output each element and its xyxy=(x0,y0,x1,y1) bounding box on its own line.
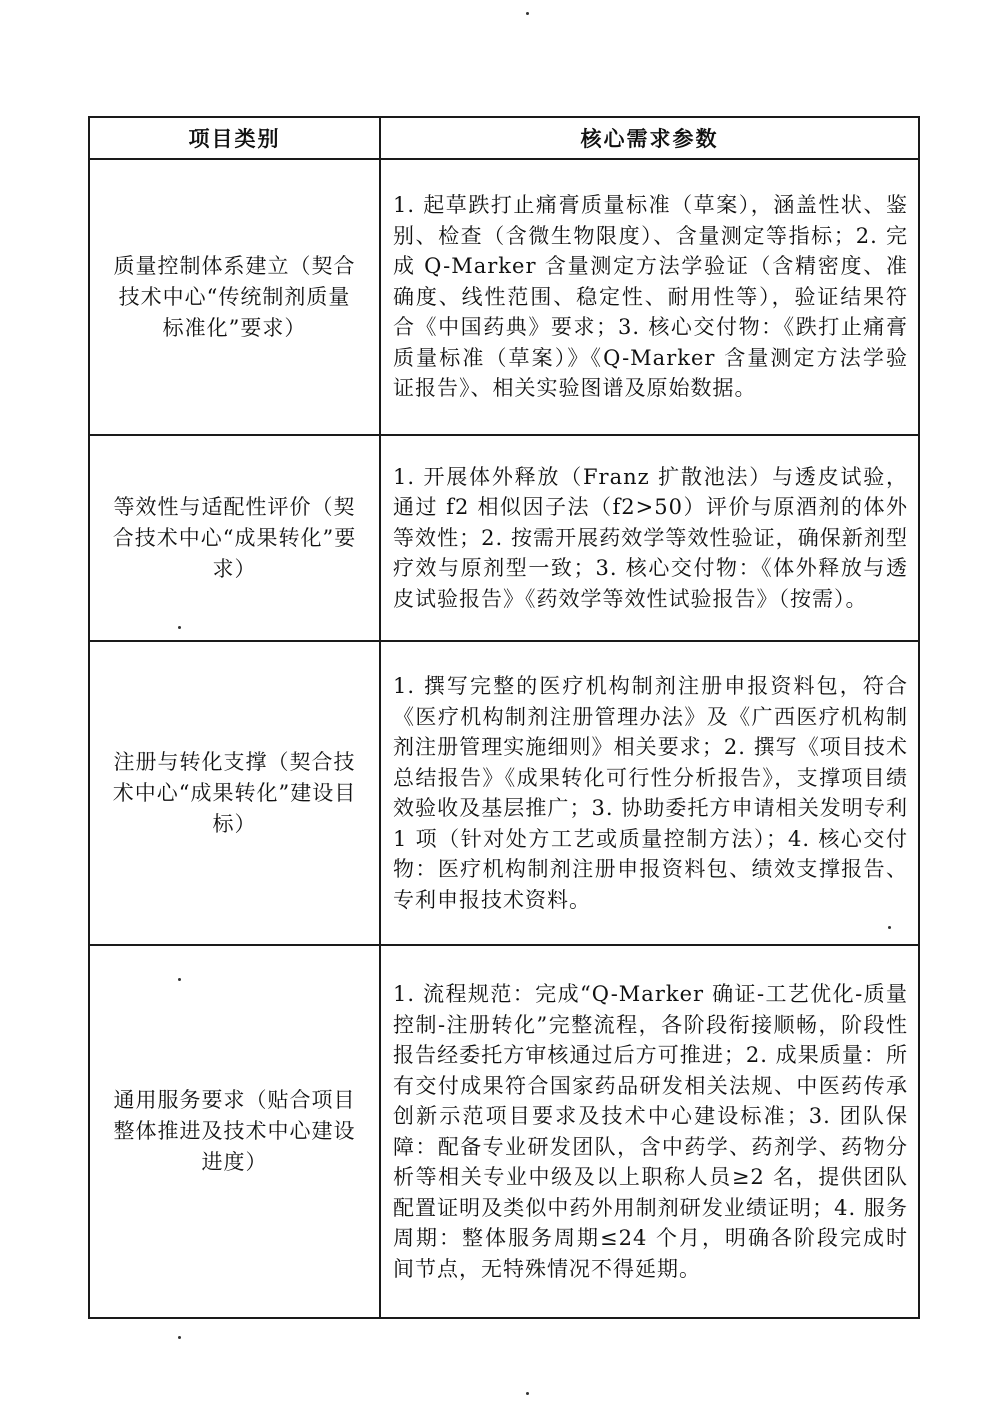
header-params: 核心需求参数 xyxy=(380,117,919,159)
table-row xyxy=(89,159,919,435)
scan-speck xyxy=(526,12,529,15)
row-category: 质量控制体系建立（契合技术中心“传统制剂质量标准化”要求） xyxy=(89,159,380,435)
row-params: 1. 撰写完整的医疗机构制剂注册申报资料包，符合《医疗机构制剂注册管理办法》及《广西医疗机构制剂注册管理实施细则》相关要求；2. 撰写《项目技术总结报告》《成果转化可行性分析报告》，支撑项目绩效验收及基层推广；3. 协助委托方申请相关发明专利 1 项（针对处方工艺或质量控制方法）；4. 核心交付物：医疗机构制剂注册申报资料包、绩效支撑报告、专利申报技术资料。 xyxy=(380,641,919,945)
row-category: 通用服务要求（贴合项目整体推进及技术中心建设进度） xyxy=(89,945,380,1318)
requirements-table xyxy=(88,116,920,1319)
table-row xyxy=(89,641,919,945)
scan-speck xyxy=(178,626,181,629)
row-category: 注册与转化支撑（契合技术中心“成果转化”建设目标） xyxy=(89,641,380,945)
row-category: 等效性与适配性评价（契合技术中心“成果转化”要求） xyxy=(89,435,380,641)
scan-speck xyxy=(526,1392,529,1395)
row-params: 1. 开展体外释放（Franz 扩散池法）与透皮试验，通过 f2 相似因子法（f2>50）评价与原酒剂的体外等效性；2. 按需开展药效学等效性验证，确保新剂型疗效与原剂型一致；3. 核心交付物：《体外释放与透皮试验报告》《药效学等效性试验报告》（按需）。 xyxy=(380,435,919,641)
row-params: 1. 流程规范：完成“Q-Marker 确证-工艺优化-质量控制-注册转化”完整流程，各阶段衔接顺畅，阶段性报告经委托方审核通过后方可推进；2. 成果质量：所有交付成果符合国家药品研发相关法规、中医药传承创新示范项目要求及技术中心建设标准；3. 团队保障：配备专业研发团队，含中药学、药剂学、药物分析等相关专业中级及以上职称人员≥2 名，提供团队配置证明及类似中药外用制剂研发业绩证明；4. 服务周期：整体服务周期≤24 个月，明确各阶段完成时间节点，无特殊情况不得延期。 xyxy=(380,945,919,1318)
table-header-row xyxy=(89,117,919,159)
scan-speck xyxy=(178,978,181,981)
table-row xyxy=(89,435,919,641)
row-params: 1. 起草跌打止痛膏质量标准（草案），涵盖性状、鉴别、检查（含微生物限度）、含量测定等指标；2. 完成 Q-Marker 含量测定方法学验证（含精密度、准确度、线性范围、稳定性、耐用性等），验证结果符合《中国药典》要求；3. 核心交付物：《跌打止痛膏质量标准（草案）》《Q-Marker 含量测定方法学验证报告》、相关实验图谱及原始数据。 xyxy=(380,159,919,435)
table-row xyxy=(89,945,919,1318)
header-category: 项目类别 xyxy=(89,117,380,159)
scan-speck xyxy=(888,926,891,929)
scan-speck xyxy=(178,1336,181,1339)
